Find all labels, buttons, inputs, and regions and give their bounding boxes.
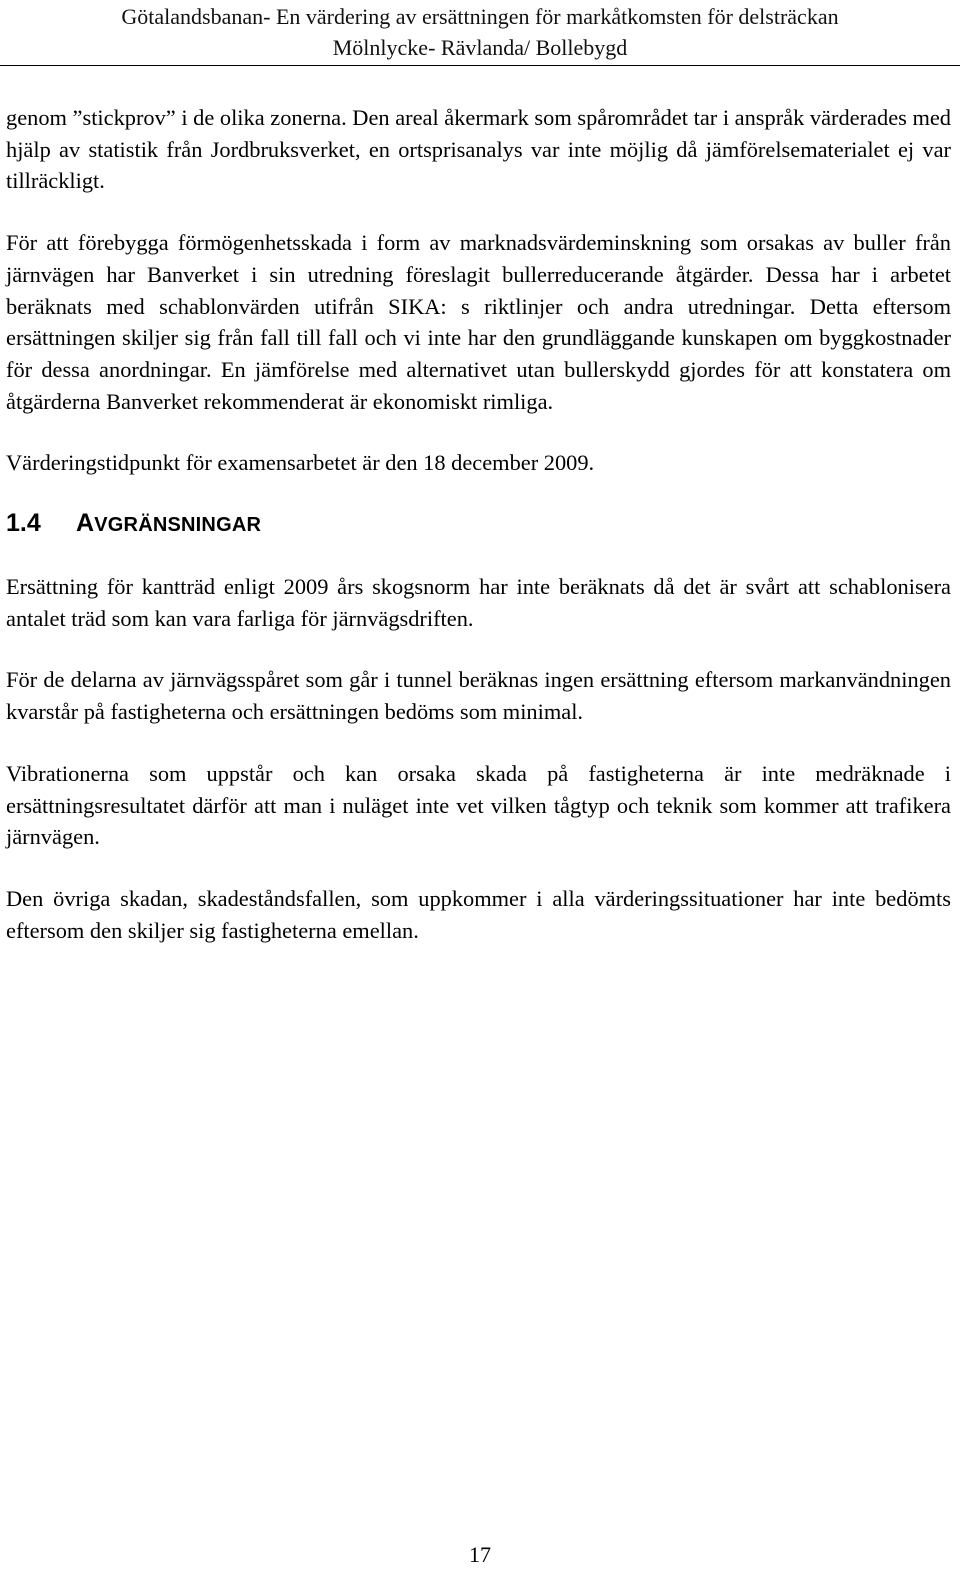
- paragraph-tunnel: För de delarna av järnvägsspåret som går i tunnel beräknas ingen ersättning eftersom markanvändningen kvarstår på fastigheterna och ersättningen bedöms som minimal.: [6, 667, 951, 725]
- paragraph-vibrationer: Vibrationerna som uppstår och kan orsaka skada på fastigheterna är inte medräknade i ersättningsresultatet därför att man i nuläget inte vet vilken tågtyp och teknik som kommer att trafikera järnvägen.: [6, 760, 951, 850]
- header-title-line-1: Götalandsbanan- En värdering av ersättningen för markåtkomsten för delsträckan: [121, 4, 839, 29]
- section-title-rest: VGRÄNSNINGAR: [94, 514, 262, 537]
- paragraph-varderingstidpunkt: Värderingstidpunkt för examensarbetet är den 18 december 2009.: [6, 450, 595, 476]
- paragraph-buller: För att förebygga förmögenhetsskada i form av marknadsvärdeminskning som orsakas av buller från järnvägen har Banverket i sin utredning föreslagit bullerreducerande åtgärder. Dessa har i arbetet beräknats med schablonvärden utifrån SIKA: s riktlinjer och andra utredningar. Detta eftersom ersättningen skiljer sig från fall till fall och vi inte har den grundläggande kunskapen om byggkostnader för dessa anordningar. En jämförelse med alternativet utan bullerskydd gjordes för att konstatera om åtgärderna Banverket rekommenderat är ekonomiskt rimliga.: [6, 230, 951, 414]
- page-number: 17: [469, 1542, 491, 1567]
- paragraph-stickprov: genom ”stickprov” i de olika zonerna. Den areal åkermark som spårområdet tar i anspråk värderades med hjälp av statistik från Jordbruksverket, en ortsprisanalys var inte möjlig då jämförelsematerialet ej var tillräckligt.: [6, 105, 951, 194]
- paragraph-kanttrad: Ersättning för kantträd enligt 2009 års skogsnorm har inte beräknats då det är svårt att schablonisera antalet träd som kan vara farliga för järnvägsdriften.: [6, 574, 951, 631]
- section-title: [76, 507, 261, 541]
- page-body: [6, 102, 951, 976]
- section-number: 1.4: [6, 509, 41, 538]
- header-title-line-2: Mölnlycke- Rävlanda/ Bollebygd: [332, 35, 628, 60]
- paragraph-ovriga-skadan: Den övriga skadan, skadeståndsfallen, som uppkommer i alla värderingssituationer har inte bedömts eftersom den skiljer sig fastigheterna emellan.: [6, 885, 951, 943]
- section-heading: [6, 507, 951, 541]
- running-header: [0, 0, 960, 66]
- section-title-initial: A: [76, 509, 95, 538]
